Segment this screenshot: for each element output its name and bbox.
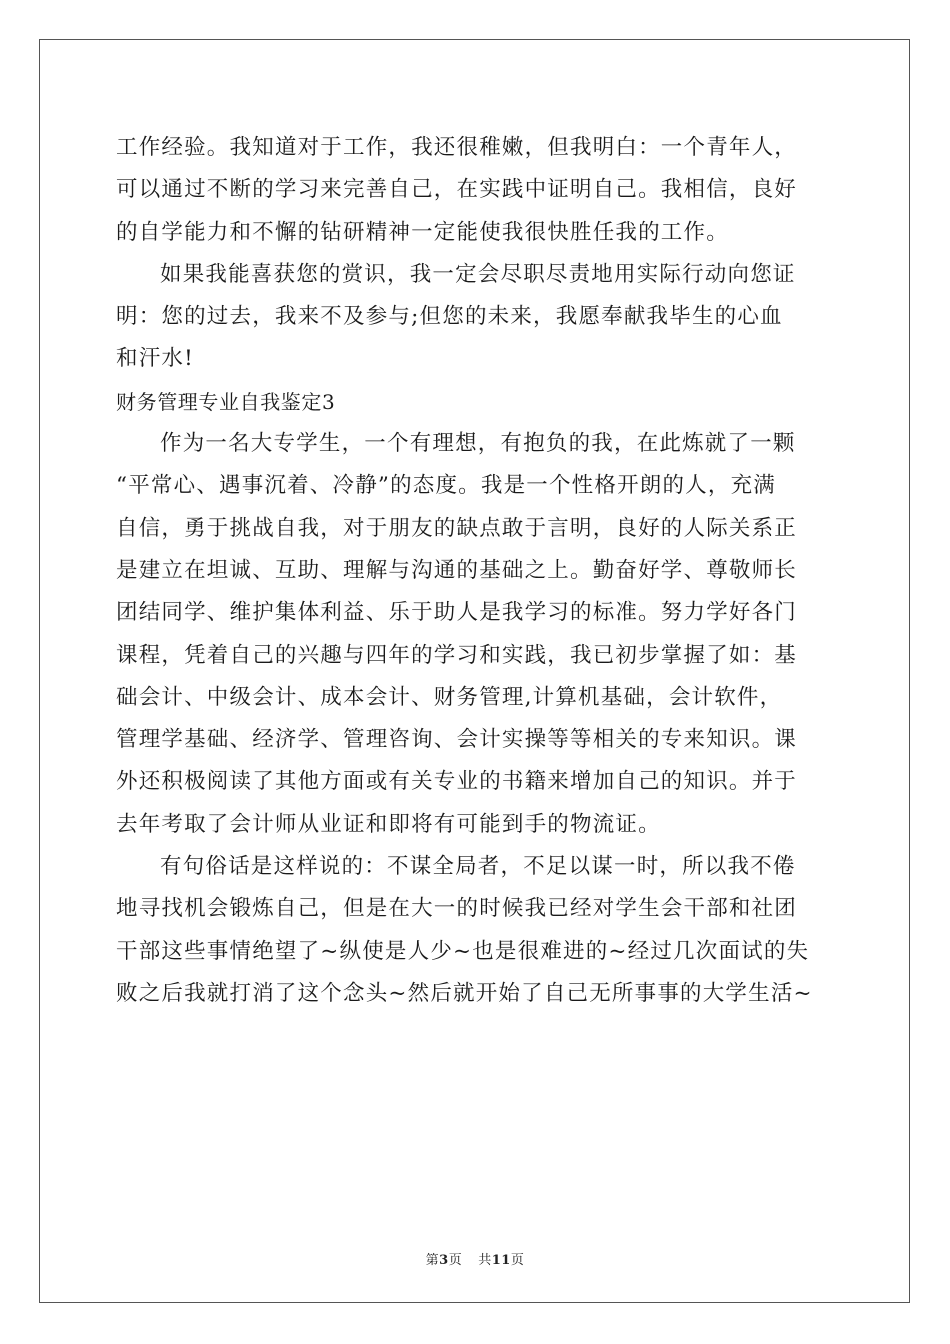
page-number-indicator bbox=[426, 1253, 463, 1268]
text-line: 外还积极阅读了其他方面或有关专业的书籍来增加自己的知识。并于 bbox=[116, 769, 798, 795]
page-prefix: 第 bbox=[425, 1253, 440, 1268]
total-prefix: 共 bbox=[478, 1253, 492, 1268]
text-line: “平常心、遇事沉着、冷静”的态度。我是一个性格开朗的人，充满 bbox=[116, 473, 776, 499]
text-line: 自信，勇于挑战自我，对于朋友的缺点敢于言明，良好的人际关系正 bbox=[116, 515, 798, 541]
total-pages-indicator bbox=[478, 1253, 524, 1268]
text-line: 础会计、中级会计、成本会计、财务管理,计算机基础，会计软件， bbox=[116, 684, 783, 710]
text-line: 去年考取了会计师从业证和即将有可能到手的物流证。 bbox=[116, 811, 661, 837]
total-pages-number: 11 bbox=[491, 1253, 511, 1268]
paragraph-start-line: 作为一名大专学生，一个有理想，有抱负的我，在此炼就了一颗 bbox=[160, 431, 796, 457]
section-heading: 财务管理专业自我鉴定3 bbox=[116, 389, 336, 414]
text-line: 明：您的过去，我来不及参与;但您的未来，我愿奉献我毕生的心血 bbox=[116, 304, 783, 330]
text-line: 是建立在坦诚、互助、理解与沟通的基础之上。勤奋好学、尊敬师长 bbox=[116, 557, 798, 583]
text-line: 败之后我就打消了这个念头~然后就开始了自己无所事事的大学生活~ bbox=[116, 980, 813, 1006]
text-line: 和汗水! bbox=[116, 346, 194, 372]
text-line: 可以通过不断的学习来完善自己，在实践中证明自己。我相信，良好 bbox=[116, 177, 798, 203]
current-page-number: 3 bbox=[439, 1253, 449, 1268]
text-line: 干部这些事情绝望了~纵使是人少~也是很难进的~经过几次面试的失 bbox=[116, 938, 810, 964]
page-suffix: 页 bbox=[448, 1253, 463, 1268]
total-suffix: 页 bbox=[510, 1253, 525, 1268]
text-line: 的自学能力和不懈的钻研精神一定能使我很快胜任我的工作。 bbox=[116, 219, 729, 245]
paragraph-start-line: 如果我能喜获您的赏识，我一定会尽职尽责地用实际行动向您证 bbox=[160, 261, 796, 287]
text-line: 管理学基础、经济学、管理咨询、会计实操等等相关的专来知识。课 bbox=[116, 727, 798, 753]
text-line: 地寻找机会锻炼自己，但是在大一的时候我已经对学生会干部和社团 bbox=[116, 896, 798, 922]
text-line: 团结同学、维护集体利益、乐于助人是我学习的标准。努力学好各门 bbox=[116, 600, 798, 626]
paragraph-start-line: 有句俗话是这样说的：不谋全局者，不足以谋一时，所以我不倦 bbox=[160, 854, 796, 880]
text-line: 工作经验。我知道对于工作，我还很稚嫩，但我明白：一个青年人， bbox=[116, 135, 798, 160]
page-footer bbox=[0, 1249, 950, 1268]
text-line: 课程，凭着自己的兴趣与四年的学习和实践，我已初步掌握了如：基 bbox=[116, 642, 798, 668]
document-body bbox=[116, 127, 836, 1015]
